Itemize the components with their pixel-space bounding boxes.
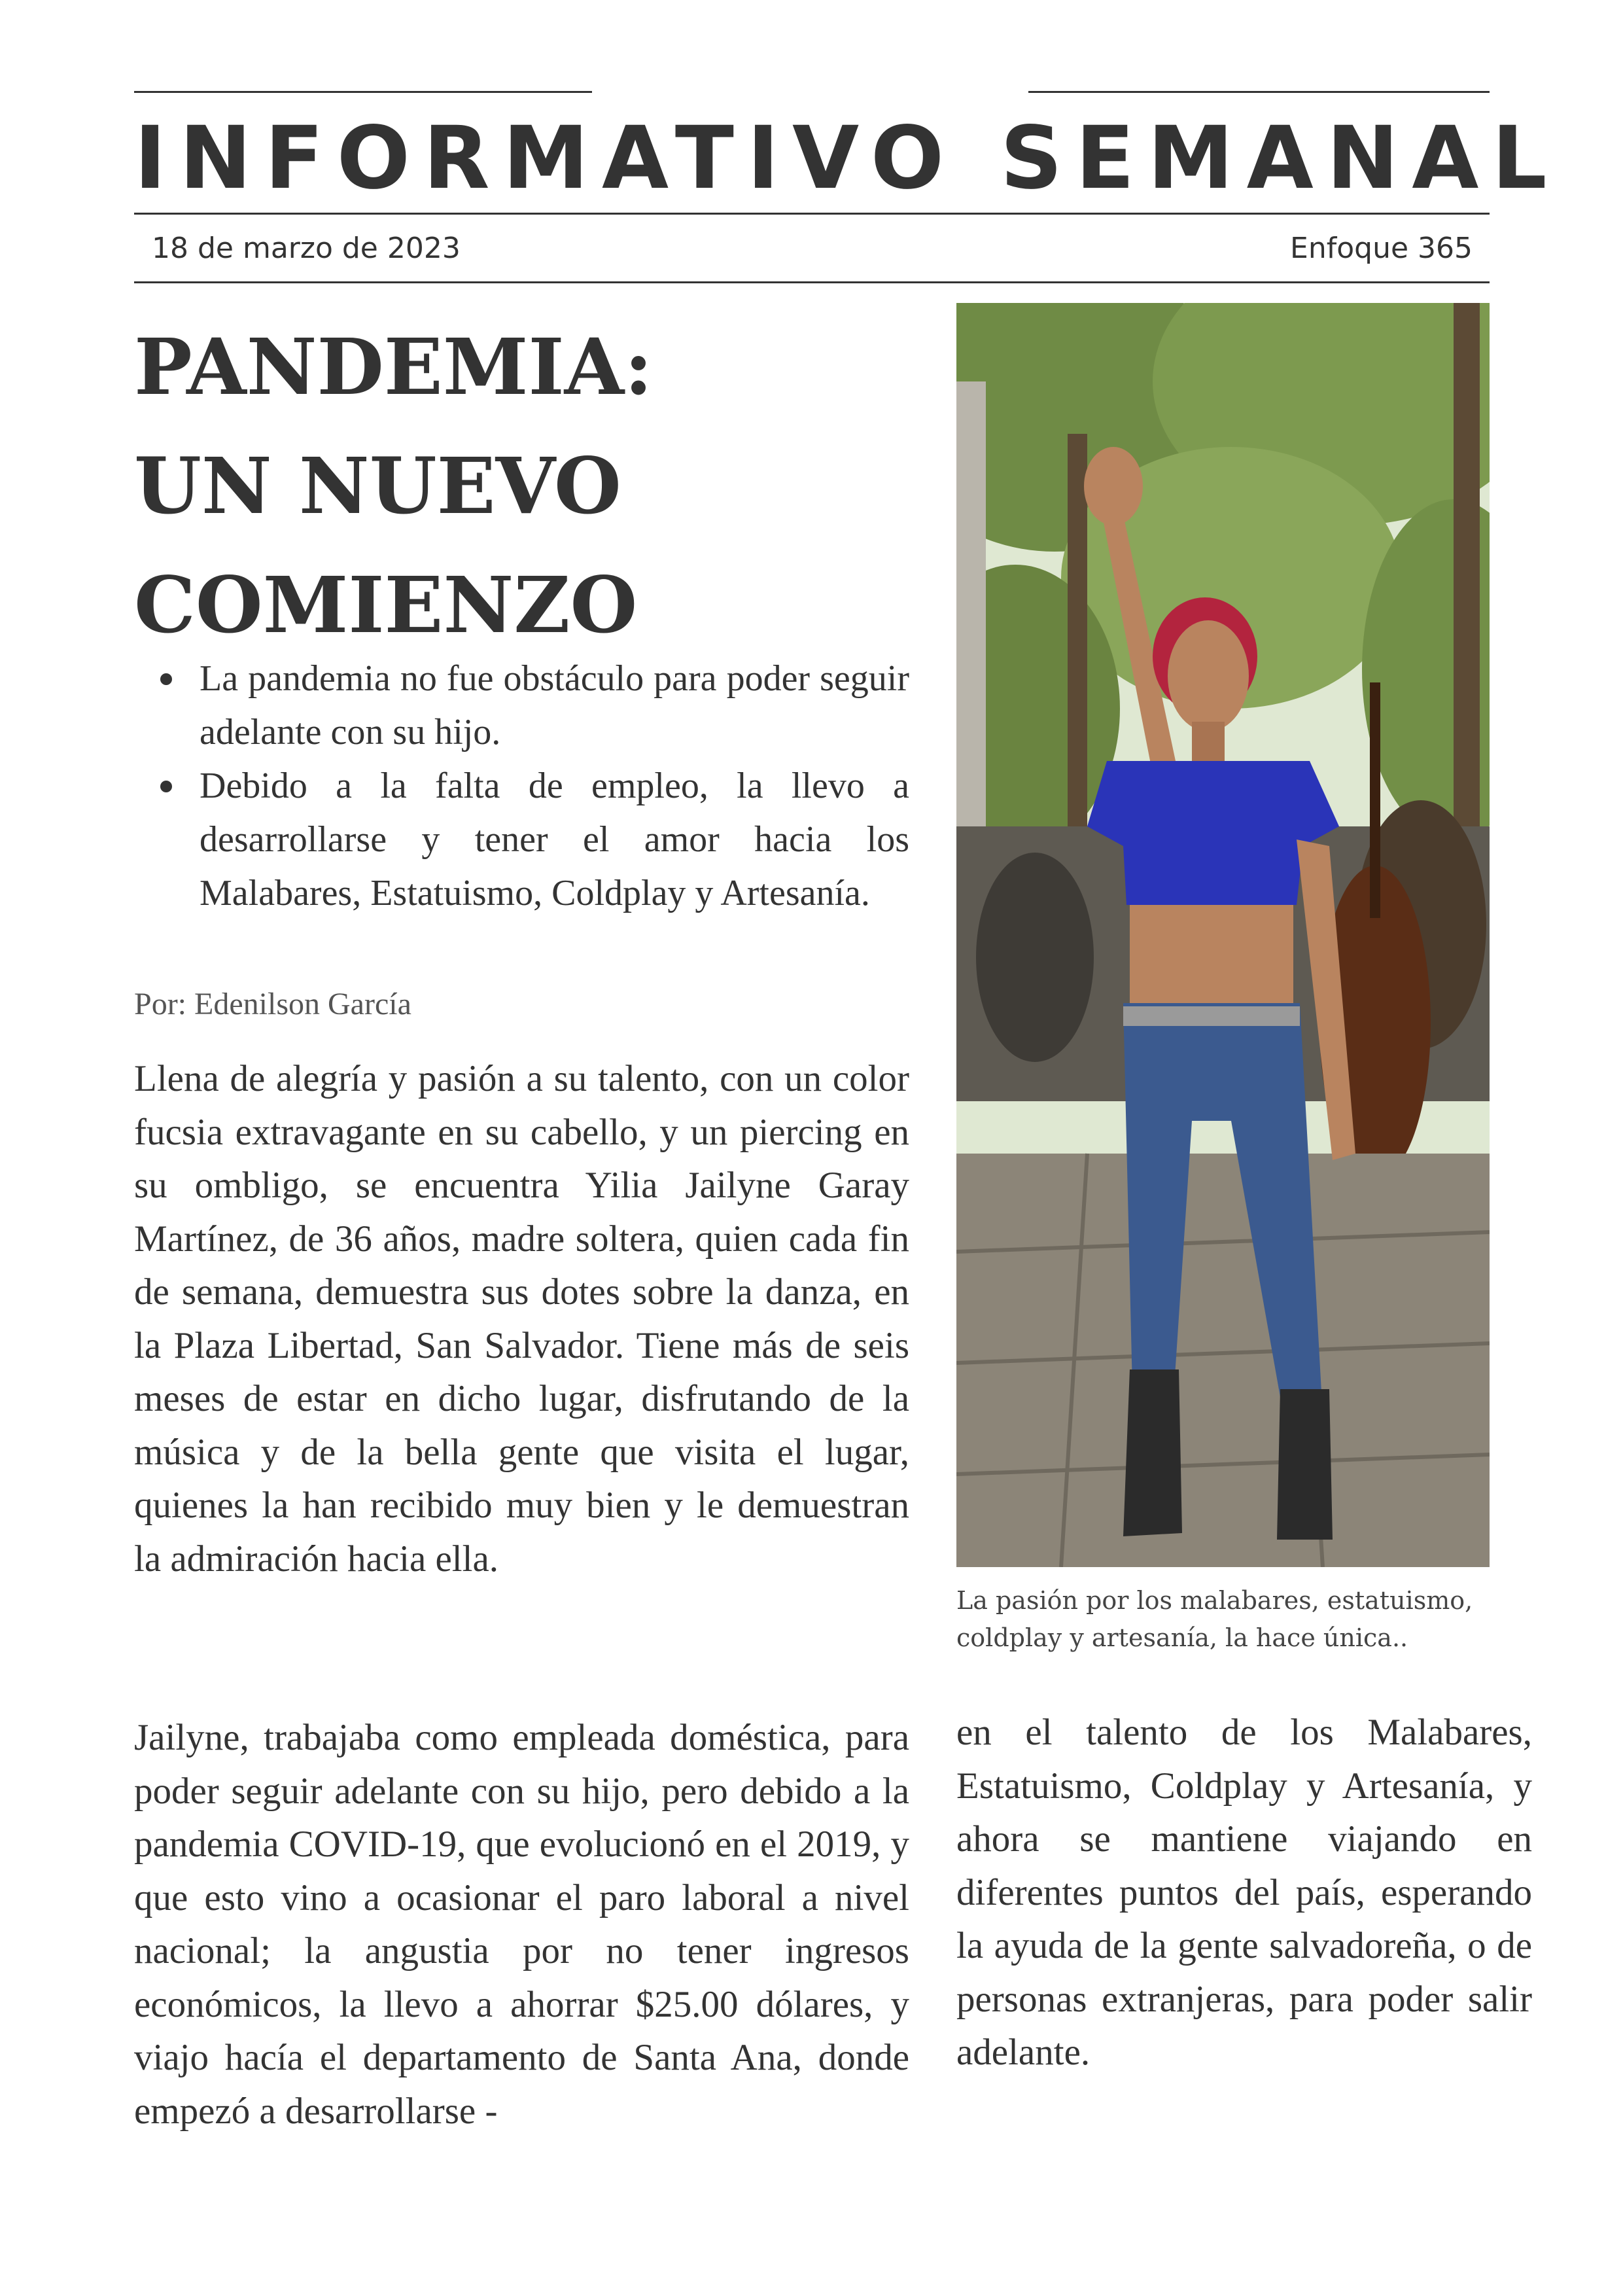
meta-bottom-rule	[134, 281, 1490, 283]
issue-date: 18 de marzo de 2023	[152, 232, 461, 265]
masthead-top-rule-right	[1028, 91, 1490, 93]
masthead-top-rule-left	[134, 91, 592, 93]
dancer-face	[1168, 620, 1249, 732]
dancer-belt	[1123, 1006, 1300, 1026]
summary-bullet	[134, 759, 909, 920]
article-headline	[134, 308, 919, 665]
summary-bullet-text: La pandemia no fue obstáculo para poder seguir adelante con su hijo.	[200, 658, 909, 752]
summary-bullet-list	[134, 652, 909, 920]
dancer-boots	[1277, 1389, 1333, 1540]
headline-line-2: UN NUEVO	[134, 440, 621, 531]
body-paragraph-3: en el talento de los Malabares, Estatuismo, Coldplay y Artesanía, y ahora se mantiene viajando en diferentes puntos del país, esperando la ayuda de la gente salvadoreña, o de personas extranjeras, para poder salir adelante.	[956, 1712, 1532, 2073]
masthead-bottom-rule	[134, 213, 1490, 215]
bullet-dot-icon	[160, 781, 172, 792]
summary-bullet	[134, 652, 909, 759]
headline-line-3: COMIENZO	[134, 559, 638, 650]
headline-line-1: PANDEMIA:	[134, 321, 653, 412]
dancer-midriff	[1130, 905, 1293, 1010]
article-photo	[956, 303, 1490, 1567]
body-paragraph-2: Jailyne, trabajaba como empleada doméstica, para poder seguir adelante con su hijo, pero debido a la pandemia COVID-19, que evolucionó en el 2019, y que esto vino a ocasionar el paro laboral a nivel nacional; la angustia por no tener ingresos económicos, la llevo a ahorrar $25.00 dólares, y viajo hacía el departamento de Santa Ana, donde empezó a desarrollarse -	[134, 1717, 909, 2132]
dancer-neck	[1192, 722, 1225, 761]
double-bass-neck	[1370, 682, 1380, 918]
dancer-photo-illustration	[956, 303, 1490, 1567]
byline: Por: Edenilson García	[134, 987, 411, 1021]
summary-bullet-text: Debido a la falta de empleo, la llevo a desarrollarse y tener el amor hacia los Malabares, Estatuismo, Coldplay y Artesanía.	[200, 766, 909, 913]
body-paragraph-1: Llena de alegría y pasión a su talento, con un color fucsia extravagante en su cabello, y un piercing en su ombligo, se encuentra Yilia Jailyne Garay Martínez, de 36 años, madre soltera, quien cada fin de semana, demuestra sus dotes sobre la danza, en la Plaza Libertad, San Salvador. Tiene más de seis meses de estar en dicho lugar, disfrutando de la música y de la bella gente que visita el lugar, quienes la han recibido muy bien y le demuestran la admiración hacia ella.	[134, 1058, 909, 1580]
dancer-boots	[1123, 1369, 1182, 1536]
section-name: Enfoque 365	[1290, 232, 1473, 265]
newsletter-title: INFORMATIVO SEMANAL	[134, 108, 1560, 209]
background-person	[976, 853, 1094, 1062]
photo-caption: La pasión por los malabares, estatuismo, coldplay y artesanía, la hace única..	[956, 1586, 1473, 1652]
dancer-hand	[1084, 447, 1143, 525]
bullet-dot-icon	[160, 673, 172, 685]
